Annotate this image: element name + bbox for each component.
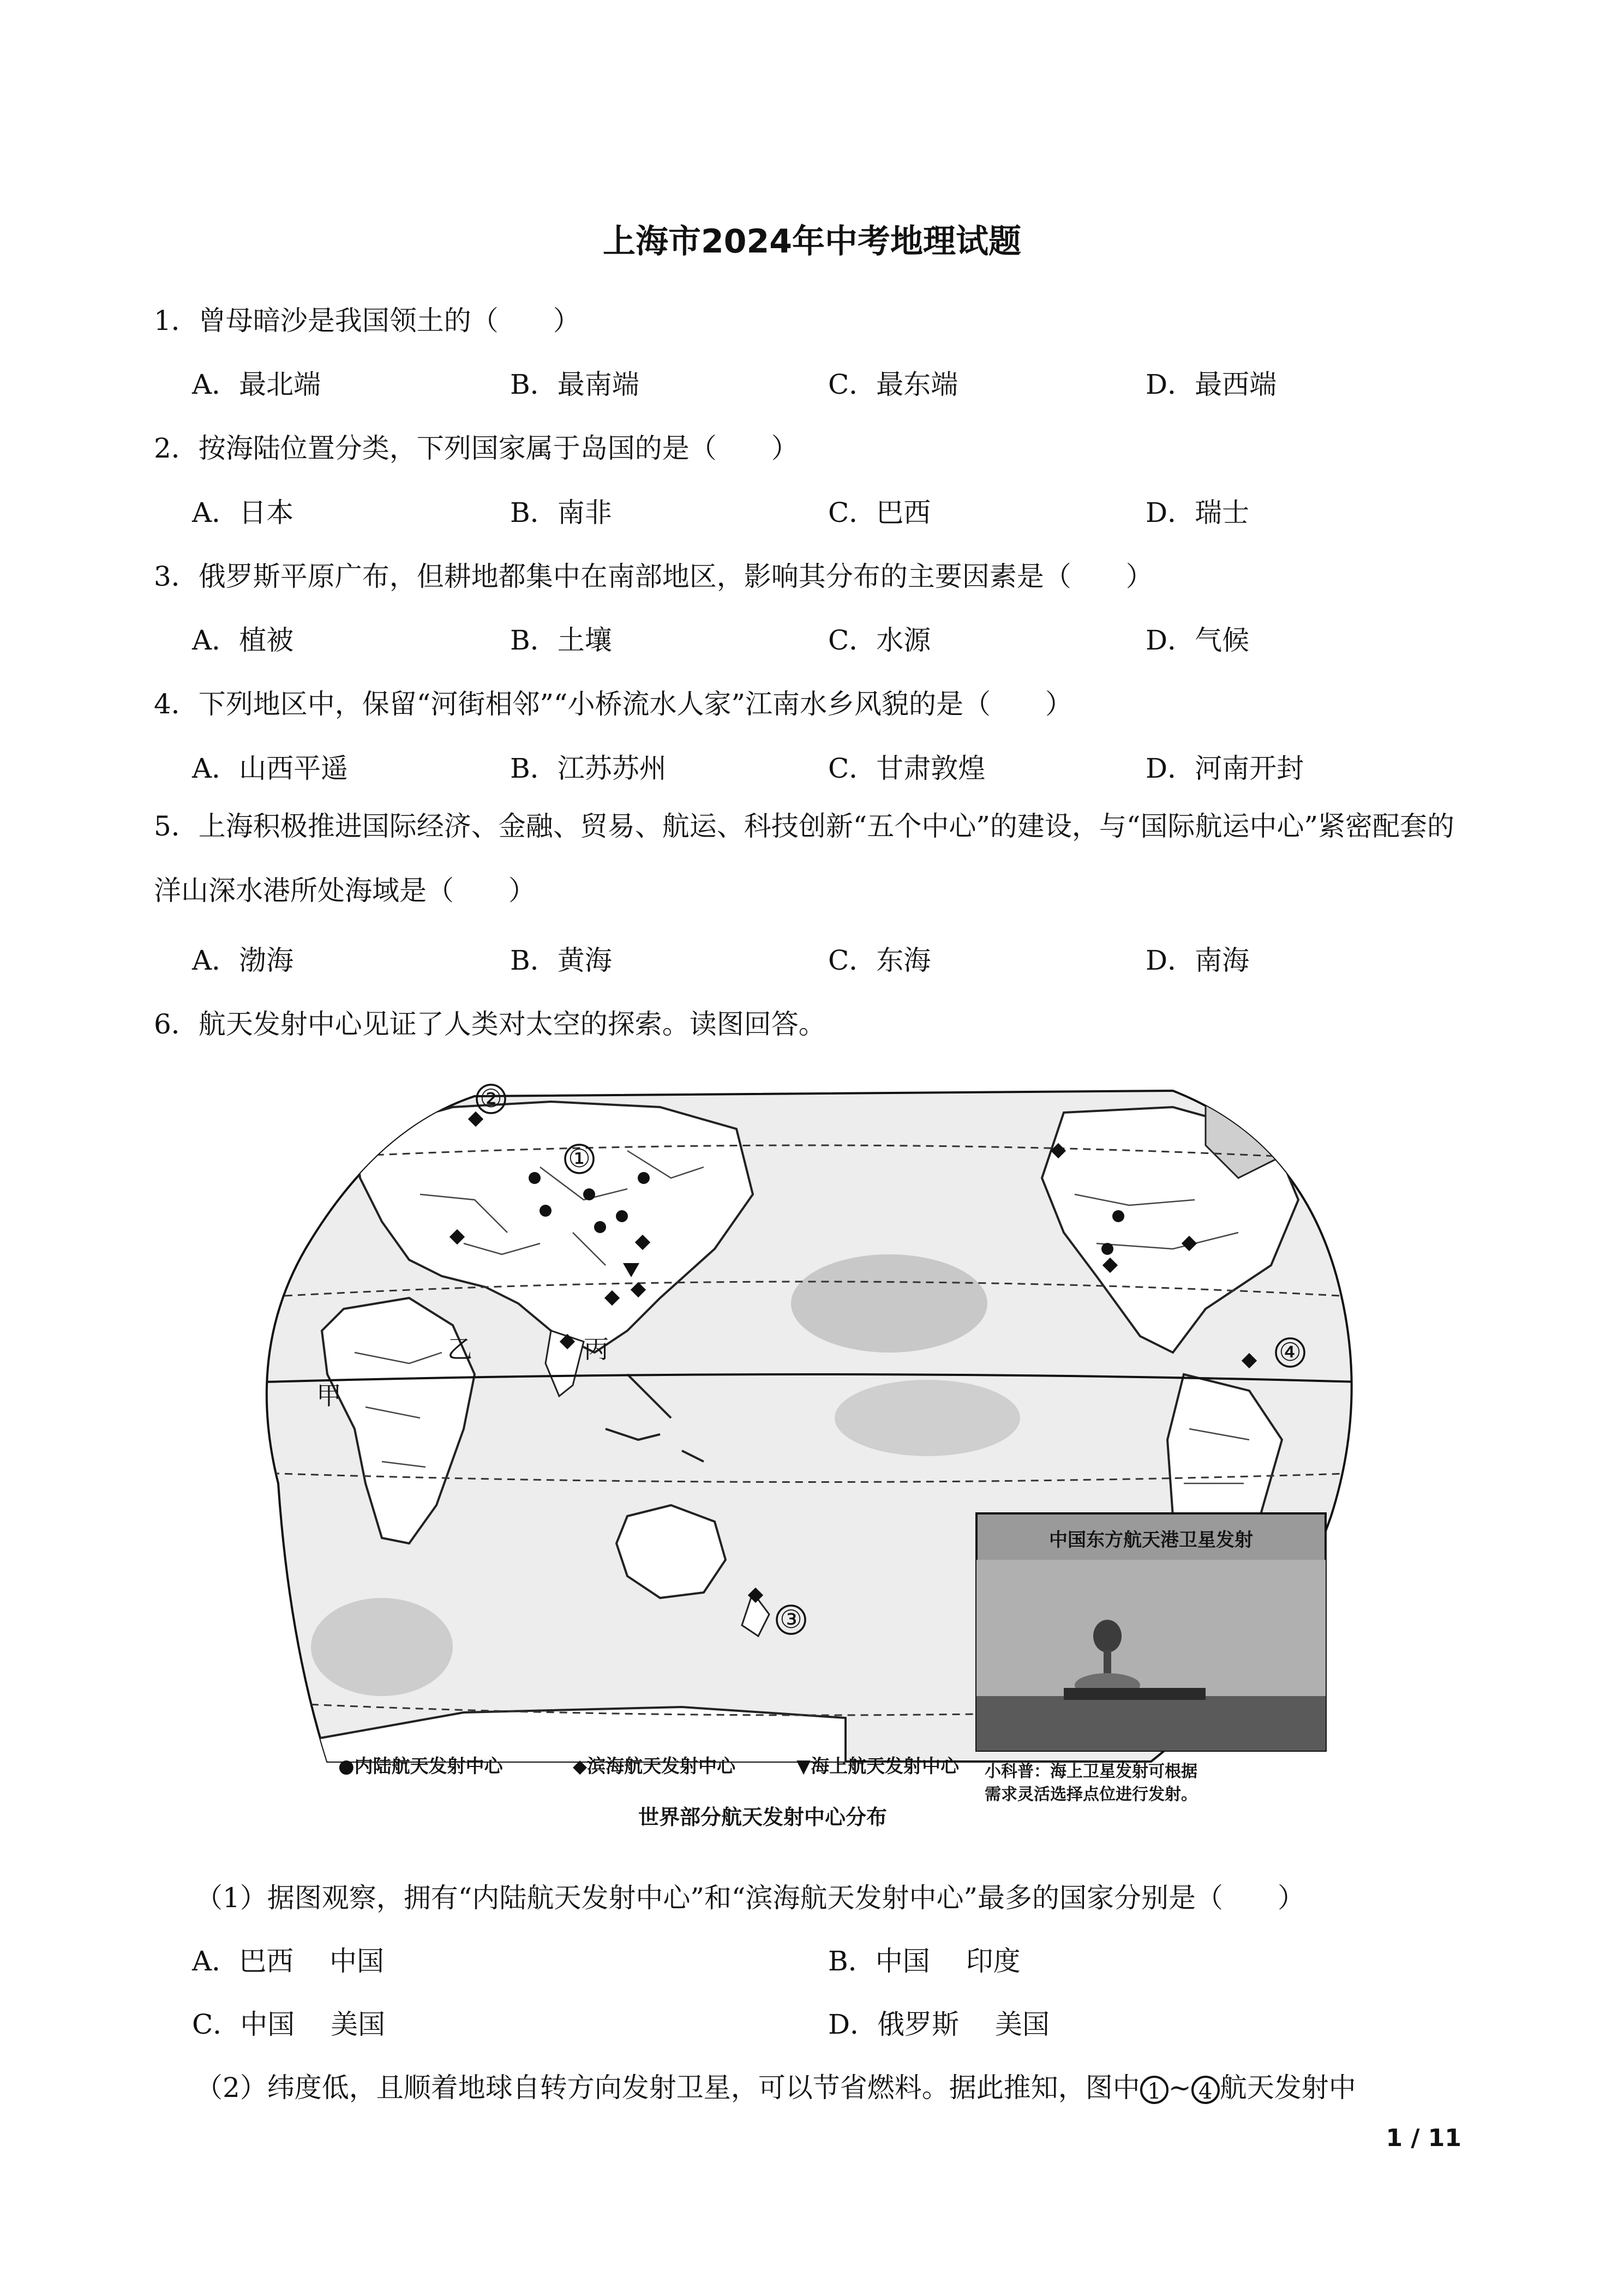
q2-option-b: B．南非 xyxy=(510,497,612,528)
q2-option-d: D．瑞士 xyxy=(1146,497,1250,528)
map-label-4 xyxy=(1276,1337,1304,1367)
sub1-option-d: D．俄罗斯 美国 xyxy=(828,2009,1050,2040)
note-line-1: 小科普：海上卫星发射可根据 xyxy=(985,1762,1197,1781)
question-6: 6．航天发射中心见证了人类对太空的探索。读图回答。 xyxy=(154,1008,826,1040)
circled-4: 4 xyxy=(1191,2076,1220,2104)
map-label-1 xyxy=(565,1144,594,1173)
page-title: 上海市2024年中考地理试题 xyxy=(603,223,1021,261)
question-1: 1．曾母暗沙是我国领土的（ ） xyxy=(154,305,580,336)
legend-coastal: ◆滨海航天发射中心 xyxy=(573,1756,736,1777)
label-2-text: ② xyxy=(480,1084,502,1113)
q5-option-d: D．南海 xyxy=(1146,945,1250,976)
map-label-3 xyxy=(777,1604,805,1634)
q3-option-c: C．水源 xyxy=(828,624,931,656)
q4-option-a: A．山西平遥 xyxy=(192,753,349,784)
sub2-tilde: ~ xyxy=(1168,2072,1191,2103)
q3-option-d: D．气候 xyxy=(1146,624,1250,656)
map-label-yi: 乙 xyxy=(447,1335,472,1364)
question-4: 4．下列地区中，保留“河街相邻”“小桥流水人家”江南水乡风貌的是（ ） xyxy=(154,688,1073,720)
q4-option-c: C．甘肃敦煌 xyxy=(828,753,986,784)
inset-photo xyxy=(976,1513,1326,1751)
question-3: 3．俄罗斯平原广布，但耕地都集中在南部地区，影响其分布的主要因素是（ ） xyxy=(154,561,1153,592)
subquestion-2 xyxy=(195,2066,1356,2105)
q1-option-c: C．最东端 xyxy=(828,369,958,400)
q5-option-b: B．黄海 xyxy=(510,945,612,976)
page-number: 1 / 11 xyxy=(1386,2124,1461,2152)
sub2-text-b: 航天发射中 xyxy=(1219,2072,1356,2103)
map-label-bing: 丙 xyxy=(584,1335,609,1364)
sub1-option-a: A．巴西 中国 xyxy=(192,1945,385,1977)
label-4-text: ④ xyxy=(1279,1337,1302,1367)
sub1-option-b: B．中国 印度 xyxy=(828,1945,1021,1977)
q5-option-c: C．东海 xyxy=(828,945,931,976)
legend-sea: ▼海上航天发射中心 xyxy=(796,1756,960,1777)
q1-option-b: B．最南端 xyxy=(510,369,639,400)
sub1-option-c: C．中国 美国 xyxy=(192,2009,386,2040)
sub2-text-a: （2）纬度低，且顺着地球自转方向发射卫星，可以节省燃料。据此推知，图中 xyxy=(195,2072,1140,2103)
label-1-text: ① xyxy=(568,1144,591,1173)
q2-option-c: C．巴西 xyxy=(828,497,931,528)
label-3-text: ③ xyxy=(780,1604,802,1634)
q1-option-d: D．最西端 xyxy=(1146,369,1277,400)
map-label-jia: 甲 xyxy=(316,1381,341,1410)
q2-option-a: A．日本 xyxy=(192,497,294,528)
q4-option-d: D．河南开封 xyxy=(1146,753,1304,784)
q5-option-a: A．渤海 xyxy=(192,945,294,976)
launch-center-map-figure xyxy=(245,1069,1380,1849)
inset-title: 中国东方航天港卫星发射 xyxy=(1049,1529,1253,1551)
map-label-2 xyxy=(477,1084,505,1113)
legend-inland: ●内陆航天发射中心 xyxy=(338,1756,503,1777)
q1-option-a: A．最北端 xyxy=(192,369,321,400)
circled-1: 1 xyxy=(1140,2076,1168,2104)
figure-caption: 世界部分航天发射中心分布 xyxy=(638,1805,888,1829)
q3-option-b: B．土壤 xyxy=(510,624,612,656)
q3-option-a: A．植被 xyxy=(192,624,294,656)
q4-option-b: B．江苏苏州 xyxy=(510,753,667,784)
note-line-2: 需求灵活选择点位进行发射。 xyxy=(985,1785,1197,1804)
question-2: 2．按海陆位置分类，下列国家属于岛国的是（ ） xyxy=(154,432,799,464)
question-5: 5．上海积极推进国际经济、金融、贸易、航运、科技创新“五个中心”的建设，与“国际航运中心”紧密配套的洋山深水港所处海域是（ ） xyxy=(154,810,1455,906)
subquestion-1: （1）据图观察，拥有“内陆航天发射中心”和“滨海航天发射中心”最多的国家分别是（ ） xyxy=(195,1882,1305,1914)
